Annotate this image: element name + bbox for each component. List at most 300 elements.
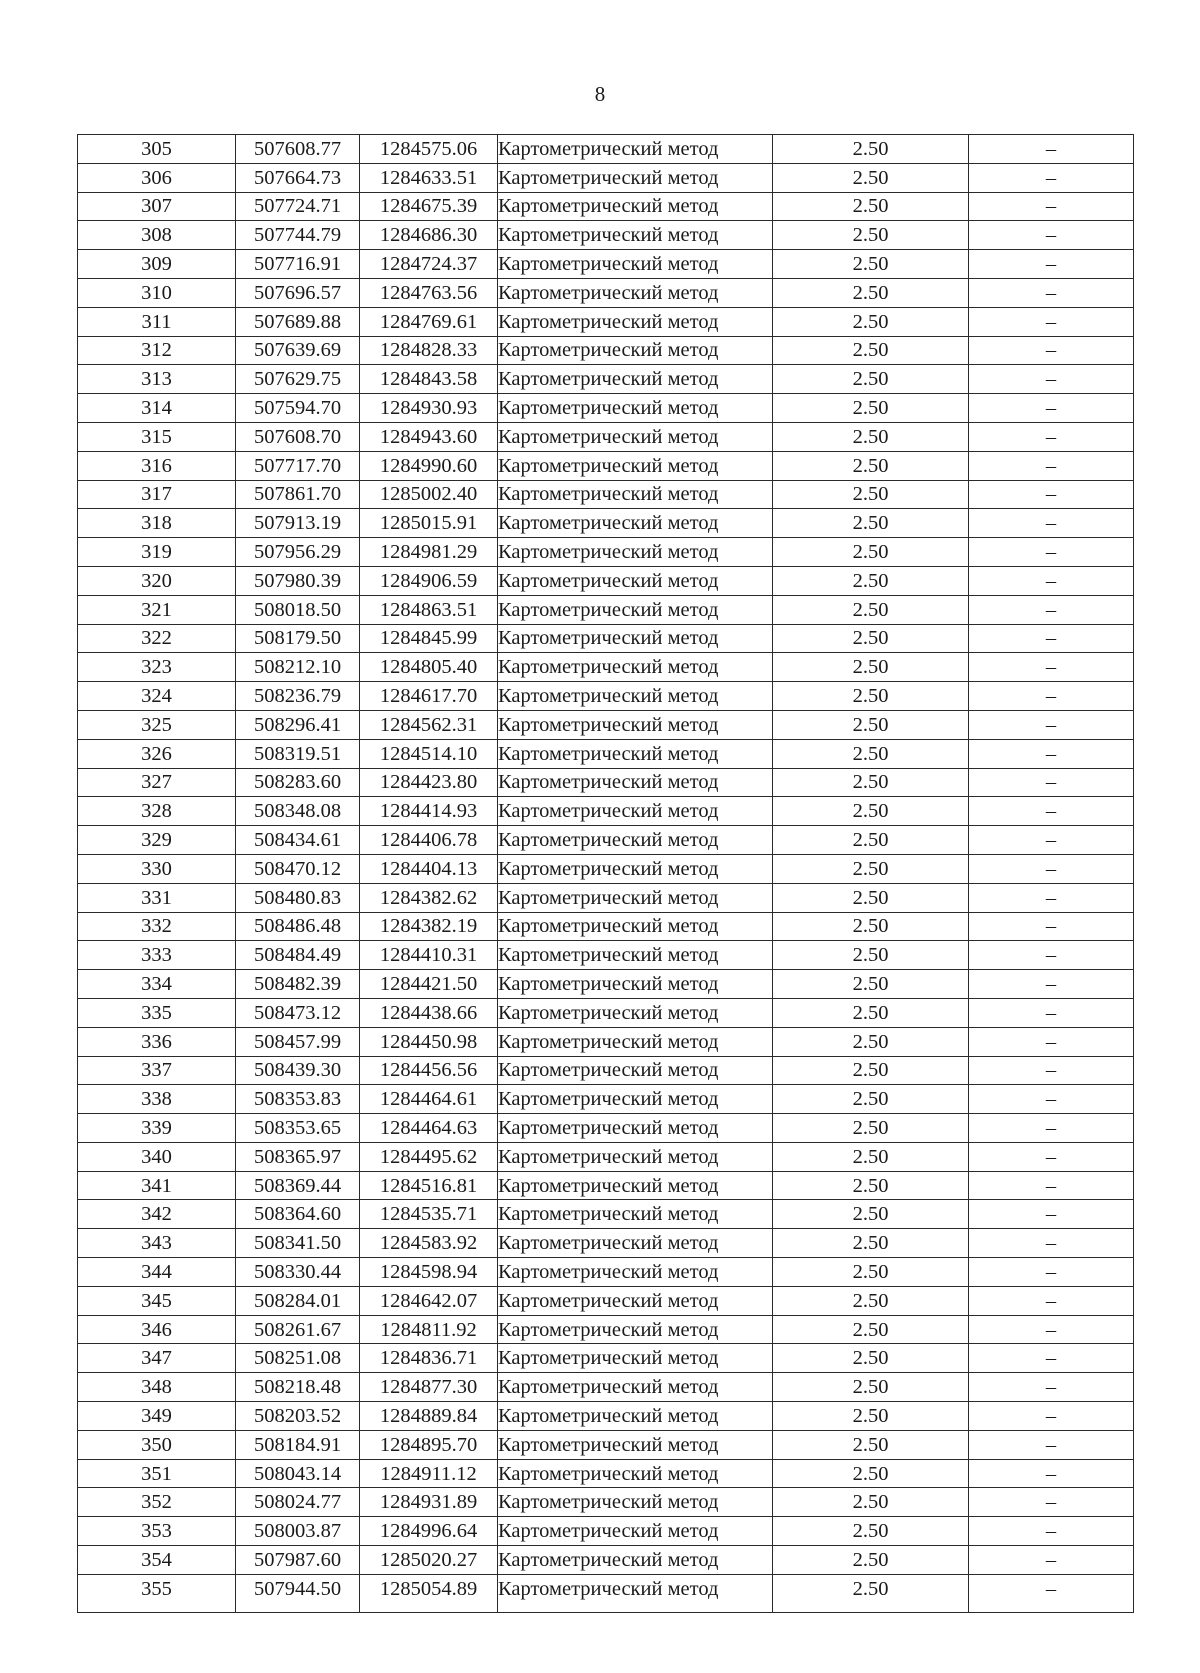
- point-number-cell: 316: [78, 451, 236, 480]
- accuracy-cell: 2.50: [773, 1142, 969, 1171]
- table-row: [78, 1315, 1134, 1344]
- note-cell: –: [969, 595, 1134, 624]
- table-row: [78, 1459, 1134, 1488]
- y-coordinate-cell: 1284990.60: [360, 451, 498, 480]
- point-number-cell: 317: [78, 480, 236, 509]
- accuracy-cell: 2.50: [773, 682, 969, 711]
- table-row: [78, 797, 1134, 826]
- method-cell: Картометрический метод: [498, 1027, 773, 1056]
- method-cell: Картометрический метод: [498, 1142, 773, 1171]
- point-number-cell: 346: [78, 1315, 236, 1344]
- y-coordinate-cell: 1284575.06: [360, 135, 498, 164]
- accuracy-cell: 2.50: [773, 365, 969, 394]
- y-coordinate-cell: 1284382.19: [360, 912, 498, 941]
- accuracy-cell: 2.50: [773, 451, 969, 480]
- page-number: 8: [594, 82, 606, 106]
- method-cell: Картометрический метод: [498, 1229, 773, 1258]
- point-number-cell: 347: [78, 1344, 236, 1373]
- method-cell: Картометрический метод: [498, 365, 773, 394]
- x-coordinate-cell: 508470.12: [236, 854, 360, 883]
- method-cell: Картометрический метод: [498, 192, 773, 221]
- table-row: [78, 422, 1134, 451]
- method-cell: Картометрический метод: [498, 1056, 773, 1085]
- y-coordinate-cell: 1284805.40: [360, 653, 498, 682]
- x-coordinate-cell: 508457.99: [236, 1027, 360, 1056]
- table-row: [78, 1171, 1134, 1200]
- method-cell: Картометрический метод: [498, 739, 773, 768]
- y-coordinate-cell: 1284583.92: [360, 1229, 498, 1258]
- accuracy-cell: 2.50: [773, 797, 969, 826]
- x-coordinate-cell: 508184.91: [236, 1430, 360, 1459]
- accuracy-cell: 2.50: [773, 566, 969, 595]
- note-cell: –: [969, 941, 1134, 970]
- x-coordinate-cell: 508353.65: [236, 1114, 360, 1143]
- y-coordinate-cell: 1284495.62: [360, 1142, 498, 1171]
- accuracy-cell: 2.50: [773, 1258, 969, 1287]
- point-number-cell: 350: [78, 1430, 236, 1459]
- table-row: [78, 250, 1134, 279]
- x-coordinate-cell: 507724.71: [236, 192, 360, 221]
- note-cell: –: [969, 1517, 1134, 1546]
- accuracy-cell: 2.50: [773, 595, 969, 624]
- point-number-cell: 349: [78, 1402, 236, 1431]
- y-coordinate-cell: 1284763.56: [360, 278, 498, 307]
- y-coordinate-cell: 1284598.94: [360, 1258, 498, 1287]
- table-row: [78, 912, 1134, 941]
- y-coordinate-cell: 1284686.30: [360, 221, 498, 250]
- note-cell: –: [969, 1344, 1134, 1373]
- x-coordinate-cell: 508043.14: [236, 1459, 360, 1488]
- accuracy-cell: 2.50: [773, 1517, 969, 1546]
- table-row: [78, 1056, 1134, 1085]
- table-row: [78, 883, 1134, 912]
- y-coordinate-cell: 1284675.39: [360, 192, 498, 221]
- x-coordinate-cell: 507913.19: [236, 509, 360, 538]
- point-number-cell: 305: [78, 135, 236, 164]
- table-row: [78, 307, 1134, 336]
- point-number-cell: 354: [78, 1546, 236, 1575]
- method-cell: Картометрический метод: [498, 538, 773, 567]
- method-cell: Картометрический метод: [498, 221, 773, 250]
- x-coordinate-cell: 507696.57: [236, 278, 360, 307]
- accuracy-cell: 2.50: [773, 1315, 969, 1344]
- note-cell: –: [969, 451, 1134, 480]
- y-coordinate-cell: 1284981.29: [360, 538, 498, 567]
- method-cell: Картометрический метод: [498, 883, 773, 912]
- y-coordinate-cell: 1284421.50: [360, 970, 498, 999]
- table-row: [78, 1027, 1134, 1056]
- note-cell: –: [969, 1056, 1134, 1085]
- point-number-cell: 336: [78, 1027, 236, 1056]
- method-cell: Картометрический метод: [498, 1373, 773, 1402]
- y-coordinate-cell: 1284438.66: [360, 998, 498, 1027]
- note-cell: –: [969, 1085, 1134, 1114]
- method-cell: Картометрический метод: [498, 682, 773, 711]
- point-number-cell: 330: [78, 854, 236, 883]
- point-number-cell: 306: [78, 163, 236, 192]
- x-coordinate-cell: 507956.29: [236, 538, 360, 567]
- table-row: [78, 1373, 1134, 1402]
- y-coordinate-cell: 1284562.31: [360, 710, 498, 739]
- table-row: [78, 135, 1134, 164]
- table-row: [78, 595, 1134, 624]
- accuracy-cell: 2.50: [773, 509, 969, 538]
- x-coordinate-cell: 508348.08: [236, 797, 360, 826]
- accuracy-cell: 2.50: [773, 1488, 969, 1517]
- table-row: [78, 970, 1134, 999]
- y-coordinate-cell: 1284617.70: [360, 682, 498, 711]
- x-coordinate-cell: 507944.50: [236, 1574, 360, 1612]
- method-cell: Картометрический метод: [498, 135, 773, 164]
- note-cell: –: [969, 768, 1134, 797]
- accuracy-cell: 2.50: [773, 1344, 969, 1373]
- method-cell: Картометрический метод: [498, 1344, 773, 1373]
- method-cell: Картометрический метод: [498, 1114, 773, 1143]
- table-row: [78, 451, 1134, 480]
- method-cell: Картометрический метод: [498, 797, 773, 826]
- x-coordinate-cell: 507608.77: [236, 135, 360, 164]
- accuracy-cell: 2.50: [773, 480, 969, 509]
- x-coordinate-cell: 508364.60: [236, 1200, 360, 1229]
- method-cell: Картометрический метод: [498, 998, 773, 1027]
- y-coordinate-cell: 1284464.63: [360, 1114, 498, 1143]
- y-coordinate-cell: 1284836.71: [360, 1344, 498, 1373]
- note-cell: –: [969, 336, 1134, 365]
- point-number-cell: 328: [78, 797, 236, 826]
- note-cell: –: [969, 394, 1134, 423]
- note-cell: –: [969, 278, 1134, 307]
- x-coordinate-cell: 508218.48: [236, 1373, 360, 1402]
- y-coordinate-cell: 1284382.62: [360, 883, 498, 912]
- method-cell: Картометрический метод: [498, 970, 773, 999]
- method-cell: Картометрический метод: [498, 941, 773, 970]
- point-number-cell: 325: [78, 710, 236, 739]
- y-coordinate-cell: 1284828.33: [360, 336, 498, 365]
- accuracy-cell: 2.50: [773, 1200, 969, 1229]
- y-coordinate-cell: 1285020.27: [360, 1546, 498, 1575]
- y-coordinate-cell: 1284769.61: [360, 307, 498, 336]
- note-cell: –: [969, 422, 1134, 451]
- method-cell: Картометрический метод: [498, 826, 773, 855]
- method-cell: Картометрический метод: [498, 1286, 773, 1315]
- method-cell: Картометрический метод: [498, 566, 773, 595]
- note-cell: –: [969, 1258, 1134, 1287]
- method-cell: Картометрический метод: [498, 1430, 773, 1459]
- point-number-cell: 315: [78, 422, 236, 451]
- accuracy-cell: 2.50: [773, 163, 969, 192]
- note-cell: –: [969, 1114, 1134, 1143]
- accuracy-cell: 2.50: [773, 912, 969, 941]
- x-coordinate-cell: 508203.52: [236, 1402, 360, 1431]
- note-cell: –: [969, 1315, 1134, 1344]
- x-coordinate-cell: 508353.83: [236, 1085, 360, 1114]
- point-number-cell: 339: [78, 1114, 236, 1143]
- accuracy-cell: 2.50: [773, 538, 969, 567]
- point-number-cell: 324: [78, 682, 236, 711]
- table-row: [78, 739, 1134, 768]
- method-cell: Картометрический метод: [498, 710, 773, 739]
- x-coordinate-cell: 507717.70: [236, 451, 360, 480]
- y-coordinate-cell: 1284724.37: [360, 250, 498, 279]
- point-number-cell: 331: [78, 883, 236, 912]
- method-cell: Картометрический метод: [498, 278, 773, 307]
- accuracy-cell: 2.50: [773, 768, 969, 797]
- table-row: [78, 1574, 1134, 1612]
- y-coordinate-cell: 1284895.70: [360, 1430, 498, 1459]
- note-cell: –: [969, 883, 1134, 912]
- table-row: [78, 480, 1134, 509]
- method-cell: Картометрический метод: [498, 1488, 773, 1517]
- accuracy-cell: 2.50: [773, 1459, 969, 1488]
- accuracy-cell: 2.50: [773, 135, 969, 164]
- note-cell: –: [969, 797, 1134, 826]
- y-coordinate-cell: 1284423.80: [360, 768, 498, 797]
- x-coordinate-cell: 507639.69: [236, 336, 360, 365]
- x-coordinate-cell: 508018.50: [236, 595, 360, 624]
- method-cell: Картометрический метод: [498, 336, 773, 365]
- x-coordinate-cell: 508212.10: [236, 653, 360, 682]
- note-cell: –: [969, 1171, 1134, 1200]
- accuracy-cell: 2.50: [773, 336, 969, 365]
- accuracy-cell: 2.50: [773, 422, 969, 451]
- point-number-cell: 338: [78, 1085, 236, 1114]
- point-number-cell: 351: [78, 1459, 236, 1488]
- method-cell: Картометрический метод: [498, 768, 773, 797]
- accuracy-cell: 2.50: [773, 854, 969, 883]
- point-number-cell: 335: [78, 998, 236, 1027]
- table-row: [78, 509, 1134, 538]
- y-coordinate-cell: 1284845.99: [360, 624, 498, 653]
- note-cell: –: [969, 1430, 1134, 1459]
- table-row: [78, 163, 1134, 192]
- accuracy-cell: 2.50: [773, 1085, 969, 1114]
- accuracy-cell: 2.50: [773, 278, 969, 307]
- x-coordinate-cell: 508284.01: [236, 1286, 360, 1315]
- accuracy-cell: 2.50: [773, 1286, 969, 1315]
- table-row: [78, 768, 1134, 797]
- note-cell: –: [969, 509, 1134, 538]
- point-number-cell: 337: [78, 1056, 236, 1085]
- note-cell: –: [969, 221, 1134, 250]
- x-coordinate-cell: 507987.60: [236, 1546, 360, 1575]
- table-row: [78, 998, 1134, 1027]
- note-cell: –: [969, 1229, 1134, 1258]
- accuracy-cell: 2.50: [773, 1056, 969, 1085]
- point-number-cell: 320: [78, 566, 236, 595]
- x-coordinate-cell: 508024.77: [236, 1488, 360, 1517]
- accuracy-cell: 2.50: [773, 739, 969, 768]
- y-coordinate-cell: 1284406.78: [360, 826, 498, 855]
- x-coordinate-cell: 508003.87: [236, 1517, 360, 1546]
- y-coordinate-cell: 1284414.93: [360, 797, 498, 826]
- point-number-cell: 309: [78, 250, 236, 279]
- table-row: [78, 1488, 1134, 1517]
- accuracy-cell: 2.50: [773, 1546, 969, 1575]
- method-cell: Картометрический метод: [498, 1200, 773, 1229]
- y-coordinate-cell: 1284410.31: [360, 941, 498, 970]
- accuracy-cell: 2.50: [773, 394, 969, 423]
- note-cell: –: [969, 1142, 1134, 1171]
- accuracy-cell: 2.50: [773, 250, 969, 279]
- accuracy-cell: 2.50: [773, 653, 969, 682]
- y-coordinate-cell: 1285002.40: [360, 480, 498, 509]
- point-number-cell: 314: [78, 394, 236, 423]
- method-cell: Картометрический метод: [498, 480, 773, 509]
- y-coordinate-cell: 1284464.61: [360, 1085, 498, 1114]
- accuracy-cell: 2.50: [773, 1402, 969, 1431]
- method-cell: Картометрический метод: [498, 854, 773, 883]
- accuracy-cell: 2.50: [773, 883, 969, 912]
- x-coordinate-cell: 507716.91: [236, 250, 360, 279]
- y-coordinate-cell: 1284943.60: [360, 422, 498, 451]
- point-number-cell: 318: [78, 509, 236, 538]
- y-coordinate-cell: 1284514.10: [360, 739, 498, 768]
- note-cell: –: [969, 1546, 1134, 1575]
- table-row: [78, 1200, 1134, 1229]
- coordinates-table: [77, 134, 1134, 1613]
- accuracy-cell: 2.50: [773, 1171, 969, 1200]
- y-coordinate-cell: 1284906.59: [360, 566, 498, 595]
- method-cell: Картометрический метод: [498, 1517, 773, 1546]
- point-number-cell: 345: [78, 1286, 236, 1315]
- method-cell: Картометрический метод: [498, 1315, 773, 1344]
- method-cell: Картометрический метод: [498, 1402, 773, 1431]
- point-number-cell: 311: [78, 307, 236, 336]
- x-coordinate-cell: 507664.73: [236, 163, 360, 192]
- y-coordinate-cell: 1284931.89: [360, 1488, 498, 1517]
- method-cell: Картометрический метод: [498, 912, 773, 941]
- table-row: [78, 1114, 1134, 1143]
- method-cell: Картометрический метод: [498, 250, 773, 279]
- x-coordinate-cell: 508439.30: [236, 1056, 360, 1085]
- coordinates-table-body: [78, 135, 1134, 1613]
- method-cell: Картометрический метод: [498, 163, 773, 192]
- table-row: [78, 1142, 1134, 1171]
- x-coordinate-cell: 508473.12: [236, 998, 360, 1027]
- y-coordinate-cell: 1284889.84: [360, 1402, 498, 1431]
- accuracy-cell: 2.50: [773, 221, 969, 250]
- note-cell: –: [969, 480, 1134, 509]
- table-row: [78, 394, 1134, 423]
- table-row: [78, 538, 1134, 567]
- point-number-cell: 327: [78, 768, 236, 797]
- method-cell: Картометрический метод: [498, 451, 773, 480]
- accuracy-cell: 2.50: [773, 1430, 969, 1459]
- note-cell: –: [969, 1286, 1134, 1315]
- accuracy-cell: 2.50: [773, 1027, 969, 1056]
- table-row: [78, 1517, 1134, 1546]
- note-cell: –: [969, 912, 1134, 941]
- x-coordinate-cell: 508482.39: [236, 970, 360, 999]
- point-number-cell: 342: [78, 1200, 236, 1229]
- table-row: [78, 1402, 1134, 1431]
- table-row: [78, 1085, 1134, 1114]
- table-row: [78, 1546, 1134, 1575]
- x-coordinate-cell: 507608.70: [236, 422, 360, 451]
- x-coordinate-cell: 508283.60: [236, 768, 360, 797]
- point-number-cell: 319: [78, 538, 236, 567]
- note-cell: –: [969, 566, 1134, 595]
- x-coordinate-cell: 507744.79: [236, 221, 360, 250]
- point-number-cell: 312: [78, 336, 236, 365]
- accuracy-cell: 2.50: [773, 1574, 969, 1612]
- method-cell: Картометрический метод: [498, 394, 773, 423]
- y-coordinate-cell: 1284877.30: [360, 1373, 498, 1402]
- y-coordinate-cell: 1284535.71: [360, 1200, 498, 1229]
- table-row: [78, 1229, 1134, 1258]
- method-cell: Картометрический метод: [498, 1574, 773, 1612]
- x-coordinate-cell: 507629.75: [236, 365, 360, 394]
- y-coordinate-cell: 1284811.92: [360, 1315, 498, 1344]
- point-number-cell: 355: [78, 1574, 236, 1612]
- accuracy-cell: 2.50: [773, 624, 969, 653]
- table-row: [78, 192, 1134, 221]
- point-number-cell: 323: [78, 653, 236, 682]
- point-number-cell: 341: [78, 1171, 236, 1200]
- point-number-cell: 313: [78, 365, 236, 394]
- x-coordinate-cell: 508236.79: [236, 682, 360, 711]
- note-cell: –: [969, 192, 1134, 221]
- accuracy-cell: 2.50: [773, 710, 969, 739]
- x-coordinate-cell: 508369.44: [236, 1171, 360, 1200]
- x-coordinate-cell: 508319.51: [236, 739, 360, 768]
- x-coordinate-cell: 508330.44: [236, 1258, 360, 1287]
- table-row: [78, 221, 1134, 250]
- table-row: [78, 1258, 1134, 1287]
- point-number-cell: 307: [78, 192, 236, 221]
- point-number-cell: 322: [78, 624, 236, 653]
- point-number-cell: 353: [78, 1517, 236, 1546]
- y-coordinate-cell: 1284930.93: [360, 394, 498, 423]
- x-coordinate-cell: 508365.97: [236, 1142, 360, 1171]
- x-coordinate-cell: 508251.08: [236, 1344, 360, 1373]
- note-cell: –: [969, 307, 1134, 336]
- table-row: [78, 854, 1134, 883]
- point-number-cell: 344: [78, 1258, 236, 1287]
- y-coordinate-cell: 1284863.51: [360, 595, 498, 624]
- point-number-cell: 308: [78, 221, 236, 250]
- point-number-cell: 329: [78, 826, 236, 855]
- table-row: [78, 566, 1134, 595]
- method-cell: Картометрический метод: [498, 1258, 773, 1287]
- note-cell: –: [969, 854, 1134, 883]
- y-coordinate-cell: 1285015.91: [360, 509, 498, 538]
- y-coordinate-cell: 1284843.58: [360, 365, 498, 394]
- note-cell: –: [969, 135, 1134, 164]
- method-cell: Картометрический метод: [498, 1171, 773, 1200]
- y-coordinate-cell: 1284642.07: [360, 1286, 498, 1315]
- accuracy-cell: 2.50: [773, 941, 969, 970]
- x-coordinate-cell: 507980.39: [236, 566, 360, 595]
- y-coordinate-cell: 1284996.64: [360, 1517, 498, 1546]
- note-cell: –: [969, 653, 1134, 682]
- table-row: [78, 624, 1134, 653]
- note-cell: –: [969, 538, 1134, 567]
- method-cell: Картометрический метод: [498, 1085, 773, 1114]
- x-coordinate-cell: 508179.50: [236, 624, 360, 653]
- point-number-cell: 332: [78, 912, 236, 941]
- note-cell: –: [969, 1574, 1134, 1612]
- point-number-cell: 340: [78, 1142, 236, 1171]
- note-cell: –: [969, 970, 1134, 999]
- note-cell: –: [969, 1402, 1134, 1431]
- method-cell: Картометрический метод: [498, 509, 773, 538]
- table-row: [78, 941, 1134, 970]
- method-cell: Картометрический метод: [498, 595, 773, 624]
- table-row: [78, 710, 1134, 739]
- y-coordinate-cell: 1285054.89: [360, 1574, 498, 1612]
- x-coordinate-cell: 508296.41: [236, 710, 360, 739]
